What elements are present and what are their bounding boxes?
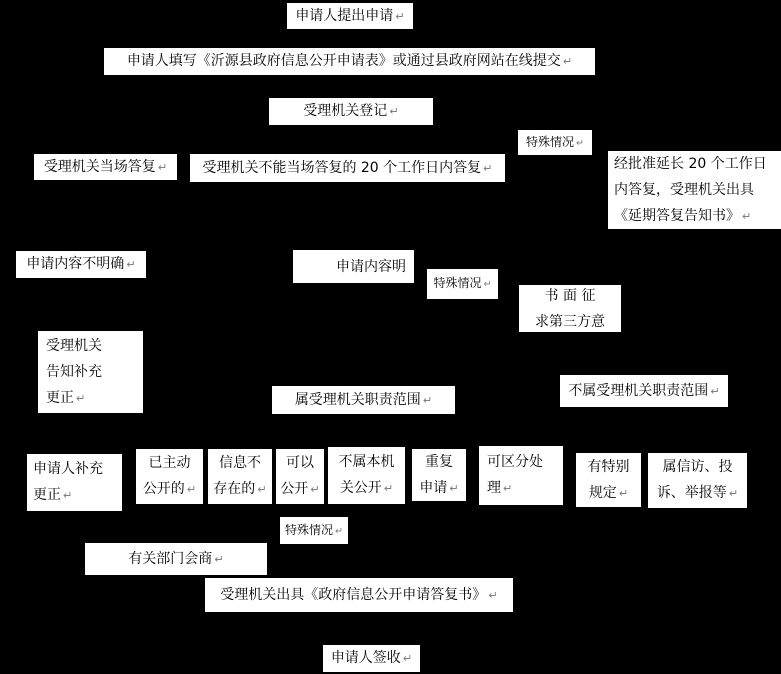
flow-box-applicant-sign <box>323 645 420 672</box>
return-mark-icon: ↵ <box>483 161 493 175</box>
flow-box-repeated-application <box>412 449 466 501</box>
return-mark-icon: ↵ <box>310 483 320 496</box>
flow-box-label: 更正 <box>33 487 61 503</box>
flow-box-applicant-submit <box>287 3 413 29</box>
flow-box-accepting-organ-register <box>269 98 433 125</box>
return-mark-icon: ↵ <box>214 552 224 566</box>
flow-box-label: 有关部门会商 <box>128 550 213 567</box>
flow-box-label: 申请人提出申请 <box>295 7 394 24</box>
flow-box-label: 求第三方意 <box>535 313 605 330</box>
return-mark-icon: ↵ <box>334 525 344 537</box>
flow-box-label: 信息不 <box>219 455 261 471</box>
flow-box-seek-third-party-opinion <box>519 285 621 332</box>
flow-box-onspot-reply <box>34 154 177 180</box>
flow-box-content-clear <box>293 250 414 283</box>
flow-box-label: 书 面 征 <box>544 287 596 304</box>
flow-box-applicant-supplement-correction <box>27 454 122 511</box>
flow-box-label: 受理机关 <box>46 337 102 354</box>
flow-box-divisible-handling <box>479 446 563 505</box>
flow-box-label: 申请人补充 <box>33 461 103 477</box>
return-mark-icon: ↵ <box>618 486 629 500</box>
return-mark-icon: ↵ <box>63 489 73 502</box>
return-mark-icon: ↵ <box>257 483 267 496</box>
flow-box-label: 关公开 <box>339 480 382 496</box>
return-mark-icon: ↵ <box>449 481 459 495</box>
flow-box-department-consultation <box>85 543 267 575</box>
flow-box-label: 公开的 <box>142 481 185 497</box>
flow-box-label: 理 <box>487 480 501 496</box>
flow-box-info-nonexistent <box>208 449 272 504</box>
flow-box-already-disclosed <box>136 449 203 504</box>
flow-box-reply-within-20-days <box>190 154 505 182</box>
flow-box-content-unclear <box>16 251 146 278</box>
flow-box-notify-supplement-correction <box>38 331 143 413</box>
flow-box-extension-approved <box>608 151 781 229</box>
return-mark-icon: ↵ <box>728 487 739 500</box>
flow-box-label: 经批准延长 20 个工作日 <box>614 155 767 172</box>
flow-box-label: 规定 <box>588 484 617 501</box>
flow-box-label: 不属受理机关职责范围 <box>568 382 709 399</box>
flow-box-label: 特殊情况 <box>433 276 482 290</box>
return-mark-icon: ↵ <box>422 393 433 407</box>
flow-box-special-provisions <box>576 453 641 507</box>
flow-box-within-duty-scope <box>272 386 455 414</box>
flow-box-label: 告知补充 <box>46 363 102 380</box>
flow-box-special-case-1 <box>518 130 592 155</box>
flow-box-label: 公开 <box>280 481 309 497</box>
return-mark-icon: ↵ <box>562 55 573 68</box>
return-mark-icon: ↵ <box>383 482 394 495</box>
return-mark-icon: ↵ <box>483 279 492 290</box>
flow-box-can-disclose <box>276 449 324 504</box>
flow-box-label: 特殊情况 <box>525 134 574 149</box>
flow-box-petition-complaint-report <box>648 453 747 508</box>
flow-box-issue-reply-document <box>205 578 513 612</box>
flow-box-label: 诉、举报等 <box>656 485 727 501</box>
flow-box-fill-application-form <box>104 48 595 75</box>
flow-box-special-case-2 <box>427 269 498 299</box>
flow-box-label: 申请内容不明确 <box>26 256 125 272</box>
flow-box-label: 特殊情况 <box>284 522 333 537</box>
return-mark-icon: ↵ <box>710 384 720 398</box>
flow-box-label: 属受理机关职责范围 <box>294 391 421 408</box>
return-mark-icon: ↵ <box>488 588 498 602</box>
return-mark-icon: ↵ <box>575 137 585 149</box>
return-mark-icon: ↵ <box>157 160 168 174</box>
flow-box-label: 受理机关当场答复 <box>43 158 156 175</box>
return-mark-icon: ↵ <box>76 391 86 405</box>
flow-box-label: 受理机关不能当场答复的 20 个工作日内答复 <box>202 159 482 176</box>
return-mark-icon: ↵ <box>402 652 413 665</box>
return-mark-icon: ↵ <box>186 483 197 496</box>
flow-box-label: 申请 <box>419 479 448 496</box>
flow-box-label: 《延期答复告知书》 <box>614 207 740 224</box>
flow-box-outside-duty-scope <box>560 375 728 407</box>
return-mark-icon: ↵ <box>126 258 136 271</box>
flow-box-label: 已主动 <box>148 455 191 471</box>
flow-box-label: 可区分处 <box>487 454 543 470</box>
return-mark-icon: ↵ <box>503 482 513 495</box>
flow-box-special-case-3 <box>280 517 348 544</box>
flow-box-label: 更正 <box>46 389 74 406</box>
flow-box-label: 申请人填写《沂源县政府信息公开申请表》或通过县政府网站在线提交 <box>126 53 561 69</box>
flow-box-label: 可以 <box>286 455 314 471</box>
flow-box-label: 受理机关出具《政府信息公开申请答复书》 <box>220 586 487 603</box>
flow-box-label: 申请人签收 <box>330 650 401 666</box>
return-mark-icon: ↵ <box>389 105 399 118</box>
flow-box-label: 内答复，受理机关出具 <box>614 181 754 198</box>
return-mark-icon: ↵ <box>742 209 752 223</box>
flow-box-label: 属信访、投 <box>662 459 733 475</box>
flow-box-label: 重复 <box>425 453 453 470</box>
flow-box-label: 申请内容明 <box>336 258 406 275</box>
flow-box-not-this-organ <box>328 447 405 504</box>
return-mark-icon: ↵ <box>395 9 405 23</box>
flow-box-label: 不属本机 <box>338 454 395 470</box>
flow-box-label: 有特别 <box>587 458 630 475</box>
flow-box-label: 存在的 <box>213 481 256 497</box>
flow-box-label: 受理机关登记 <box>303 103 388 119</box>
